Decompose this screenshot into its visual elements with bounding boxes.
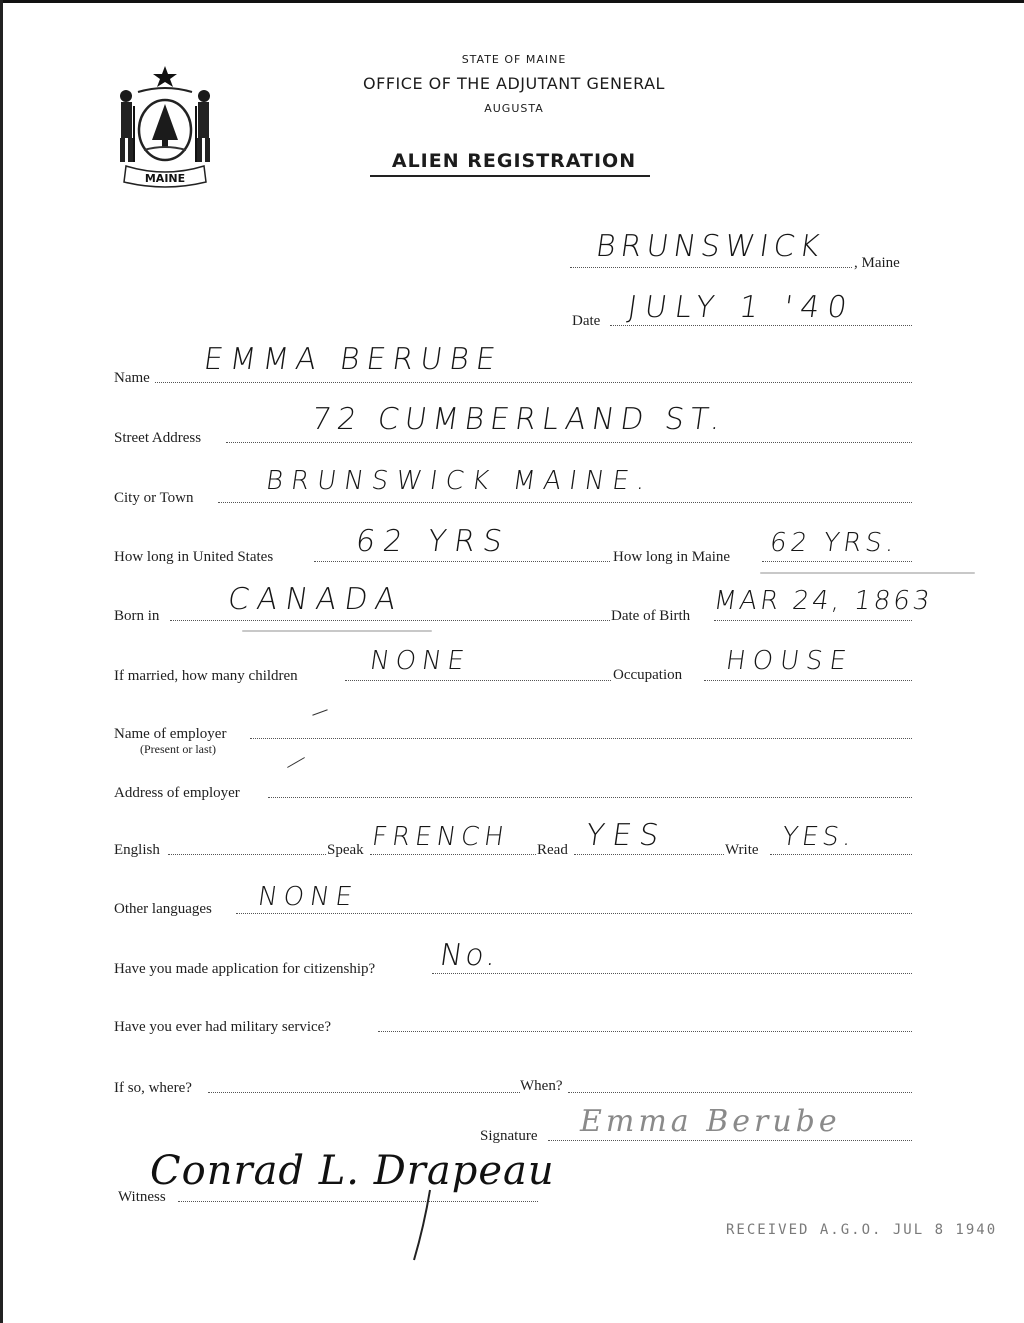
dob-line bbox=[714, 620, 912, 621]
occupation-label: Occupation bbox=[613, 667, 683, 683]
children-line bbox=[345, 680, 611, 681]
years-maine-label: How long in Maine bbox=[613, 549, 731, 565]
children-label: If married, how many children bbox=[114, 668, 298, 684]
date-line bbox=[610, 325, 912, 326]
employer-address-line bbox=[268, 797, 912, 798]
signature-line bbox=[548, 1140, 912, 1141]
street-line bbox=[226, 442, 912, 443]
employer-dash bbox=[312, 709, 327, 715]
scan-edge-left bbox=[0, 0, 3, 1323]
years-maine-value[interactable]: 62 YRS. bbox=[767, 528, 901, 558]
occupation-value[interactable]: HOUSE bbox=[723, 646, 856, 676]
speak-label: Speak bbox=[327, 842, 364, 858]
military-label: Have you ever had military service? bbox=[114, 1019, 331, 1035]
years-us-label: How long in United States bbox=[114, 549, 274, 565]
street-value[interactable]: 72 CUMBERLAND ST. bbox=[309, 402, 729, 437]
military-line bbox=[378, 1031, 912, 1032]
speak-value[interactable]: FRENCH bbox=[369, 822, 511, 852]
date-label: Date bbox=[572, 313, 601, 329]
witness-flourish-icon bbox=[400, 1186, 440, 1266]
town-line bbox=[570, 267, 852, 268]
city-heading: AUGUSTA bbox=[484, 102, 544, 115]
received-stamp: RECEIVED A.G.O. JUL 8 1940 bbox=[726, 1222, 998, 1238]
date-value[interactable]: JULY 1 '40 bbox=[625, 290, 857, 325]
when-label: When? bbox=[520, 1078, 563, 1094]
write-value[interactable]: YES. bbox=[779, 822, 858, 852]
citizenship-label: Have you made application for citizenship? bbox=[114, 961, 376, 977]
employer-address-dash bbox=[287, 757, 305, 768]
years-maine-line bbox=[762, 561, 912, 562]
street-label: Street Address bbox=[114, 430, 202, 446]
years-us-line bbox=[314, 561, 610, 562]
occupation-line bbox=[704, 680, 912, 681]
born-in-label: Born in bbox=[114, 608, 160, 624]
signature-label: Signature bbox=[480, 1128, 538, 1144]
pencil-mark-maine bbox=[760, 572, 975, 574]
years-us-value[interactable]: 62 YRS bbox=[353, 524, 513, 559]
employer-address-label: Address of employer bbox=[114, 785, 240, 801]
employer-label: Name of employer bbox=[114, 726, 227, 742]
write-label: Write bbox=[725, 842, 759, 858]
seal-lettering: MAINE bbox=[144, 172, 186, 185]
born-in-line bbox=[170, 620, 610, 621]
where-label: If so, where? bbox=[114, 1080, 192, 1096]
employer-line bbox=[250, 738, 912, 739]
city-label: City or Town bbox=[114, 490, 194, 506]
read-label: Read bbox=[537, 842, 568, 858]
other-languages-line bbox=[236, 913, 912, 914]
office-heading: OFFICE OF THE ADJUTANT GENERAL bbox=[363, 74, 665, 93]
when-line bbox=[568, 1092, 912, 1093]
born-in-value[interactable]: CANADA bbox=[225, 582, 406, 617]
read-value[interactable]: YES bbox=[583, 818, 669, 853]
state-seal-icon bbox=[112, 62, 218, 190]
witness-line bbox=[178, 1201, 538, 1202]
citizenship-line bbox=[432, 973, 912, 974]
read-line bbox=[574, 854, 724, 855]
dob-label: Date of Birth bbox=[611, 608, 691, 624]
employer-note: (Present or last) bbox=[140, 742, 216, 756]
city-line bbox=[218, 502, 912, 503]
title-underline bbox=[370, 175, 650, 177]
maine-suffix-label: , Maine bbox=[854, 255, 900, 271]
name-value[interactable]: EMMA BERUBE bbox=[201, 342, 505, 377]
city-value[interactable]: BRUNSWICK MAINE. bbox=[263, 466, 656, 496]
children-value[interactable]: NONE bbox=[367, 646, 472, 676]
state-heading: STATE OF MAINE bbox=[461, 53, 567, 66]
citizenship-value[interactable]: No. bbox=[437, 938, 502, 973]
witness-label: Witness bbox=[118, 1189, 166, 1205]
form-title: ALIEN REGISTRATION bbox=[391, 150, 637, 172]
english-label: English bbox=[114, 842, 160, 858]
name-label: Name bbox=[114, 370, 150, 386]
dob-value[interactable]: MAR 24, 1863 bbox=[711, 586, 935, 616]
english-line bbox=[168, 854, 326, 855]
scan-edge-top bbox=[0, 0, 1024, 3]
where-line bbox=[208, 1092, 520, 1093]
other-languages-value[interactable]: NONE bbox=[255, 882, 360, 912]
write-line bbox=[770, 854, 912, 855]
signature-value[interactable]: Emma Berube bbox=[580, 1104, 841, 1139]
witness-value[interactable]: Conrad L. Drapeau bbox=[150, 1148, 555, 1194]
other-languages-label: Other languages bbox=[114, 901, 212, 917]
speak-line bbox=[370, 854, 536, 855]
name-line bbox=[155, 382, 912, 383]
pencil-mark-born bbox=[242, 630, 432, 632]
town-value[interactable]: BRUNSWICK bbox=[593, 229, 827, 264]
